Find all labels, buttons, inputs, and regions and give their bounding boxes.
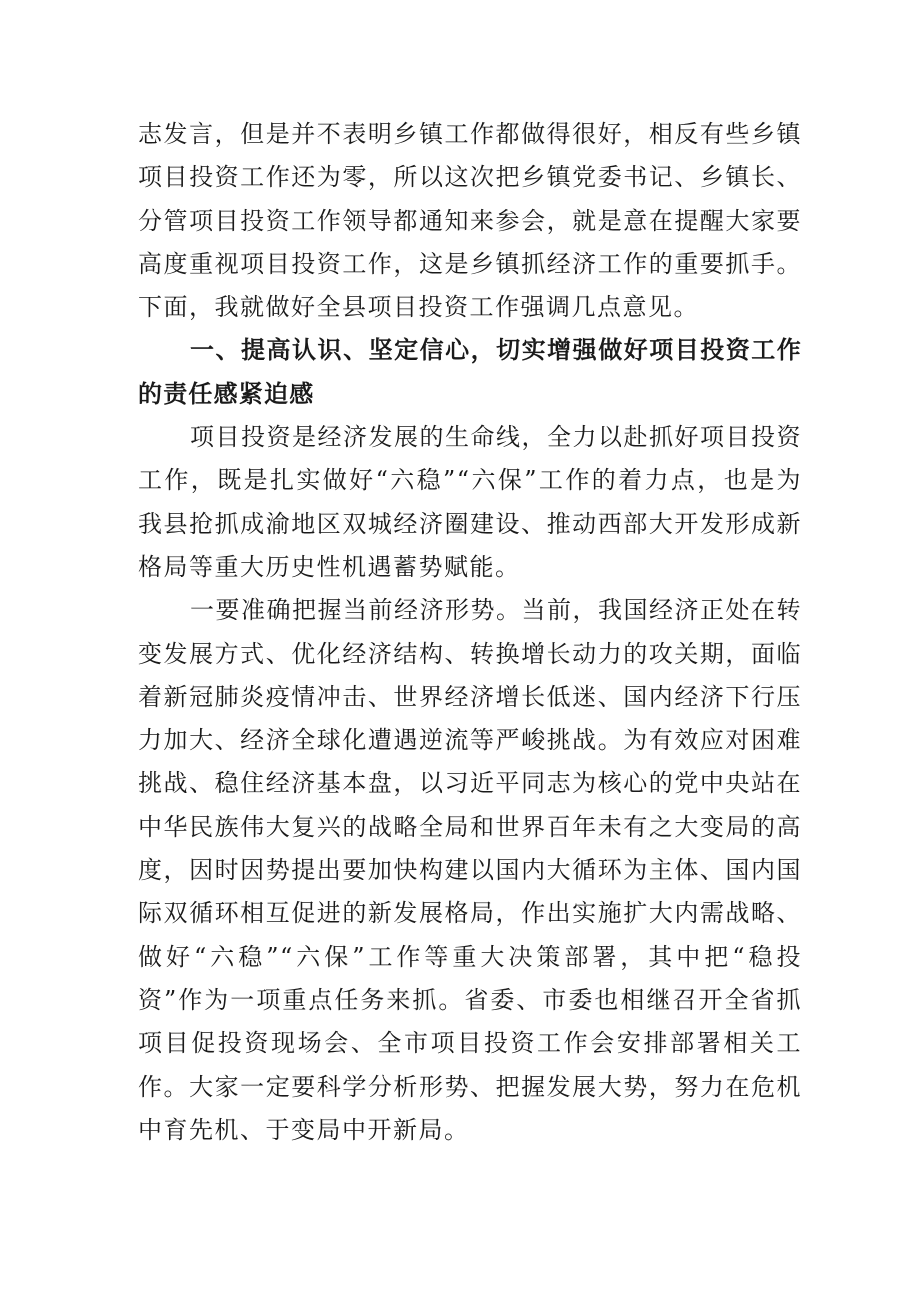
paragraph-economic-situation: 一要准确把握当前经济形势。当前，我国经济正处在转变发展方式、优化经济结构、转换增长动力的攻关期，面临着新冠肺炎疫情冲击、世界经济增长低迷、国内经济下行压力加大、经济全球化遭遇逆流等严峻挑战。为有效应对困难挑战、稳住经济基本盘，以习近平同志为核心的党中央站在中华民族伟大复兴的战略全局和世界百年未有之大变局的高度，因时因势提出要加快构建以国内大循环为主体、国内国际双循环相互促进的新发展格局，作出实施扩大内需战略、做好“六稳”“六保”工作等重大决策部署，其中把“稳投资”作为一项重点任务来抓。省委、市委也相继召开全省抓项目促投资现场会、全市项目投资工作会安排部署相关工作。大家一定要科学分析形势、把握发展大势，努力在危机中育先机、于变局中开新局。 <box>138 596 802 1144</box>
section-heading: 一、提高认识、坚定信心，切实增强做好项目投资工作的责任感紧迫感 <box>138 336 802 408</box>
paragraph-investment-lifeline: 项目投资是经济发展的生命线，全力以赴抓好项目投资工作，既是扎实做好“六稳”“六保”工作的着力点，也是为我县抢抓成渝地区双城经济圈建设、推动西部大开发形成新格局等重大历史性机遇蓄势赋能。 <box>138 423 802 581</box>
document-body <box>138 113 802 1152</box>
paragraph-continuation: 志发言，但是并不表明乡镇工作都做得很好，相反有些乡镇项目投资工作还为零，所以这次把乡镇党委书记、乡镇长、分管项目投资工作领导都通知来参会，就是意在提醒大家要高度重视项目投资工作，这是乡镇抓经济工作的重要抓手。下面，我就做好全县项目投资工作强调几点意见。 <box>138 120 802 322</box>
